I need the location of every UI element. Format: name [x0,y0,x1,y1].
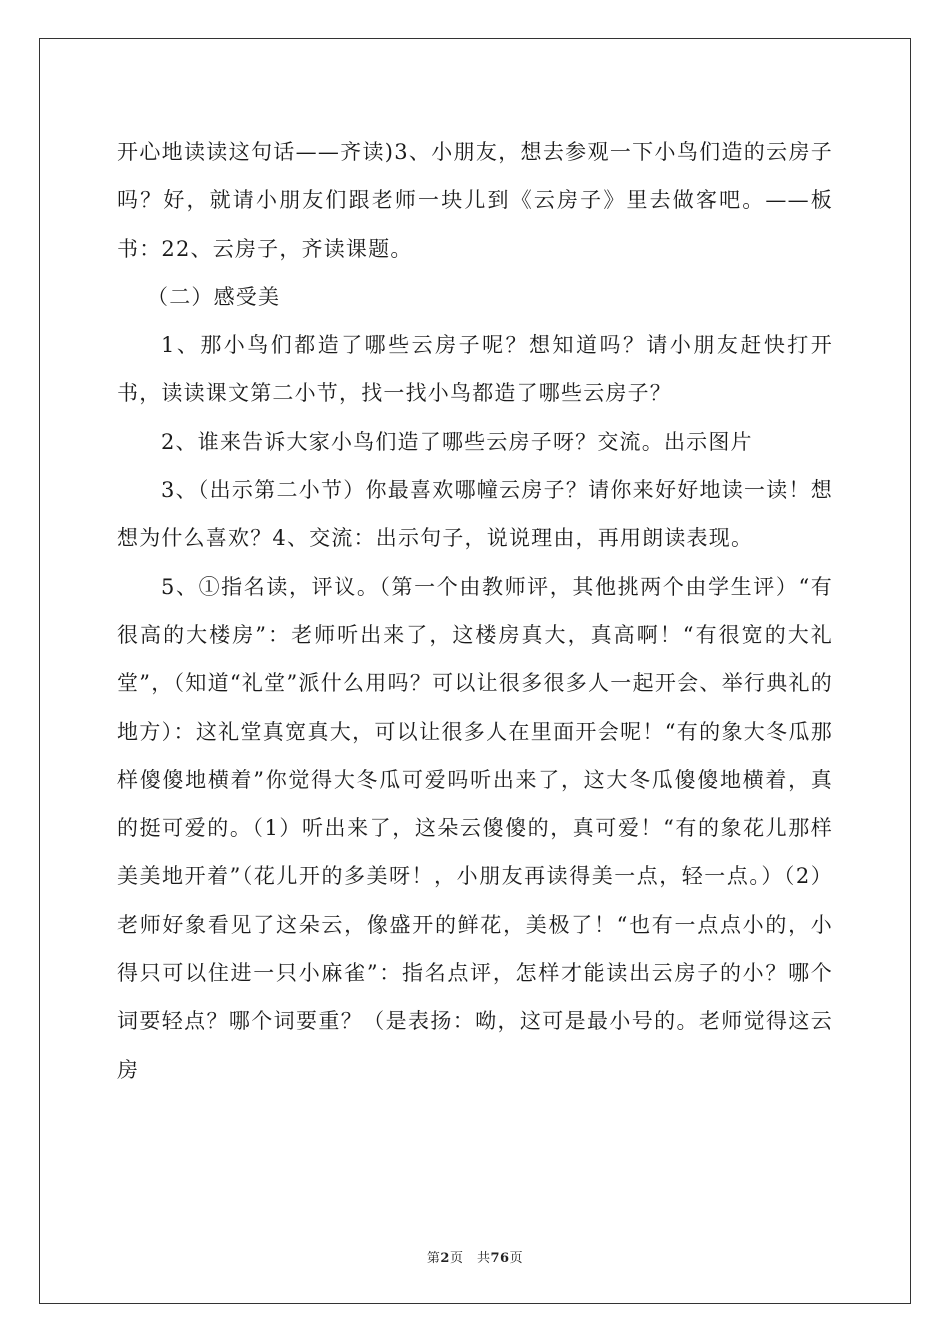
footer-suffix: 页 [509,1251,524,1266]
footer-prefix: 第 [426,1251,441,1266]
paragraph-step-1: 1、那小鸟们都造了哪些云房子呢？想知道吗？请小朋友赶快打开书，读读课文第二小节，找一找小鸟都造了哪些云房子？ [117,333,833,406]
footer-mid: 页 共 [449,1251,491,1266]
paragraph-step-3: 3、（出示第二小节）你最喜欢哪幢云房子？请你来好好地读一读！想想为什么喜欢？4、交流：出示句子，说说理由，再用朗读表现。 [117,478,833,551]
document-body [117,128,833,1094]
paragraph-step-2: 2、谁来告诉大家小鸟们造了哪些云房子呀？交流。出示图片 [161,429,753,454]
section-heading: （二）感受美 [147,284,281,309]
paragraph-intro: 开心地读读这句话——齐读)3、小朋友，想去参观一下小鸟们造的云房子吗？好，就请小朋友们跟老师一块儿到《云房子》里去做客吧。——板书：22、云房子，齐读课题。 [117,140,833,261]
current-page-number: 2 [440,1251,450,1266]
total-page-count: 76 [490,1251,510,1266]
paragraph-step-5: 5、①指名读，评议。（第一个由教师评，其他挑两个由学生评）“有很高的大楼房”：老师听出来了，这楼房真大，真高啊！“有很宽的大礼堂”，（知道“礼堂”派什么用吗？可以让很多很多人一起开会、举行典礼的地方）：这礼堂真宽真大，可以让很多人在里面开会呢！“有的象大冬瓜那样傻傻地横着”你觉得大冬瓜可爱吗听出来了，这大冬瓜傻傻地横着，真的挺可爱的。（1）听出来了，这朵云傻傻的，真可爱！“有的象花儿那样美美地开着”（花儿开的多美呀！，小朋友再读得美一点，轻一点。）（2）老师好象看见了这朵云，像盛开的鲜花，美极了！“也有一点点小的，小得只可以住进一只小麻雀”：指名点评，怎样才能读出云房子的小？哪个词要轻点？哪个词要重？（是表扬：呦，这可是最小号的。老师觉得这云房 [117,574,833,1082]
page-footer [0,1247,950,1266]
